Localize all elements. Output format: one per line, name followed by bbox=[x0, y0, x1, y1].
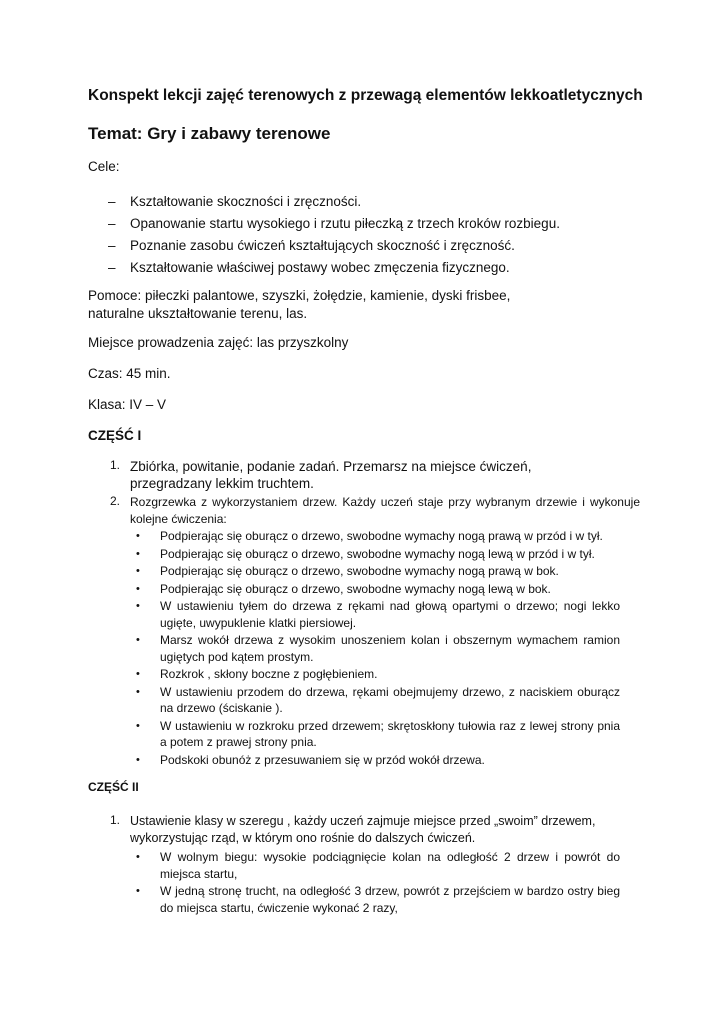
place-paragraph: Miejsce prowadzenia zajęć: las przyszkolny bbox=[88, 335, 349, 350]
list-item: • W jedną stronę trucht, na odległość 3 drzew, powrót z przejściem w bardzo ostry bieg do miejsca startu, ćwiczenie wykonać 2 razy, bbox=[136, 884, 620, 915]
document-title: Konspekt lekcji zajęć terenowych z przewagą elementów lekkoatletycznych bbox=[88, 87, 643, 104]
time-paragraph: Czas: 45 min. bbox=[88, 366, 171, 381]
list-item: – Kształtowanie właściwej postawy wobec zmęczenia fizycznego. bbox=[108, 260, 510, 275]
class-paragraph: Klasa: IV – V bbox=[88, 397, 167, 412]
list-item: • Marsz wokół drzewa z wysokim unoszeniem kolan i obszernym wymachem ramion ugiętych pod kątem prostym. bbox=[136, 633, 620, 664]
part2-heading: CZĘŚĆ II bbox=[88, 780, 139, 794]
bullet-marker: • bbox=[136, 719, 140, 732]
item-number: 1. bbox=[110, 813, 121, 827]
dash-marker: – bbox=[108, 238, 116, 253]
part1-item-2 bbox=[110, 494, 640, 769]
part1-heading: CZĘŚĆ I bbox=[88, 428, 142, 443]
list-item: • W ustawieniu w rozkroku przed drzewem; skrętoskłony tułowia raz z lewej strony pnia a potem z prawej strony pnia. bbox=[136, 718, 620, 749]
dash-marker: – bbox=[108, 260, 116, 275]
list-item: – Poznanie zasobu ćwiczeń kształtujących skoczność i zręczność. bbox=[108, 238, 515, 253]
list-item: • W ustawieniu przodem do drzewa, rękami obejmujemy drzewo, z naciskiem oburącz na drzewo (ściskanie ). bbox=[136, 684, 620, 715]
list-item: • Podpierając się oburącz o drzewo, swobodne wymachy nogą prawą w bok. bbox=[136, 564, 559, 578]
bullet-marker: • bbox=[136, 547, 140, 560]
item-number: 2. bbox=[110, 494, 121, 508]
bullet-marker: • bbox=[136, 582, 140, 595]
lesson-topic: Temat: Gry i zabawy terenowe bbox=[88, 124, 331, 143]
list-item: – Opanowanie startu wysokiego i rzutu piłeczką z trzech kroków rozbiegu. bbox=[108, 216, 560, 231]
list-item: – Kształtowanie skoczności i zręczności. bbox=[108, 194, 362, 209]
item-text: Ustawienie klasy w szeregu , każdy uczeń zajmuje miejsce przed „swoim” drzewem, wykorzystując rząd, w którym ono rośnie do dalszych ćwiczeń. bbox=[130, 814, 596, 845]
part2-item-1 bbox=[110, 813, 640, 917]
item-text: Zbiórka, powitanie, podanie zadań. Przemarsz na miejsce ćwiczeń, przegradzany lekkim truchtem. bbox=[130, 459, 532, 491]
bullet-marker: • bbox=[136, 634, 140, 646]
goals-list bbox=[88, 193, 560, 281]
bullet-marker: • bbox=[136, 668, 140, 680]
list-item: • Rozkrok , skłony boczne z pogłębieniem. bbox=[136, 667, 378, 681]
list-item: • Podpierając się oburącz o drzewo, swobodne wymachy nogą prawą w przód i w tył. bbox=[136, 529, 603, 543]
bullet-marker: • bbox=[136, 600, 140, 612]
dash-marker: – bbox=[108, 194, 116, 209]
list-item: • W wolnym biegu: wysokie podciągnięcie kolan na odległość 2 drzew i powrót do miejsca startu, bbox=[136, 850, 620, 881]
bullet-marker: • bbox=[136, 885, 140, 897]
bullet-marker: • bbox=[136, 753, 140, 766]
list-item: • Podskoki obunóż z przesuwaniem się w przód wokół drzewa. bbox=[136, 752, 485, 767]
bullet-marker: • bbox=[136, 530, 140, 542]
list-item: • W ustawieniu tyłem do drzewa z rękami nad głową opartymi o drzewo; nogi lekko ugięte, uwypuklenie klatki piersiowej. bbox=[136, 599, 620, 630]
bullet-marker: • bbox=[136, 685, 140, 698]
aids-paragraph: Pomoce: piłeczki palantowe, szyszki, żołędzie, kamienie, dyski frisbee, naturalne ukształtowanie terenu, las. bbox=[88, 288, 511, 321]
exercise-list bbox=[130, 528, 620, 768]
list-item: • Podpierając się oburącz o drzewo, swobodne wymachy nogą lewą w przód i w tył. bbox=[136, 546, 595, 561]
item-number: 1. bbox=[110, 458, 121, 472]
goals-label: Cele: bbox=[88, 159, 120, 174]
bullet-marker: • bbox=[136, 565, 140, 577]
item-text: Rozgrzewka z wykorzystaniem drzew. Każdy uczeń staje przy wybranym drzewie i wykonuje kolejne ćwiczenia: bbox=[130, 495, 640, 526]
dash-marker: – bbox=[108, 216, 116, 231]
list-item: • Podpierając się oburącz o drzewo, swobodne wymachy nogą lewą w bok. bbox=[136, 581, 551, 596]
exercise-list bbox=[130, 849, 620, 916]
bullet-marker: • bbox=[136, 851, 140, 863]
part1-item-1 bbox=[110, 458, 640, 492]
